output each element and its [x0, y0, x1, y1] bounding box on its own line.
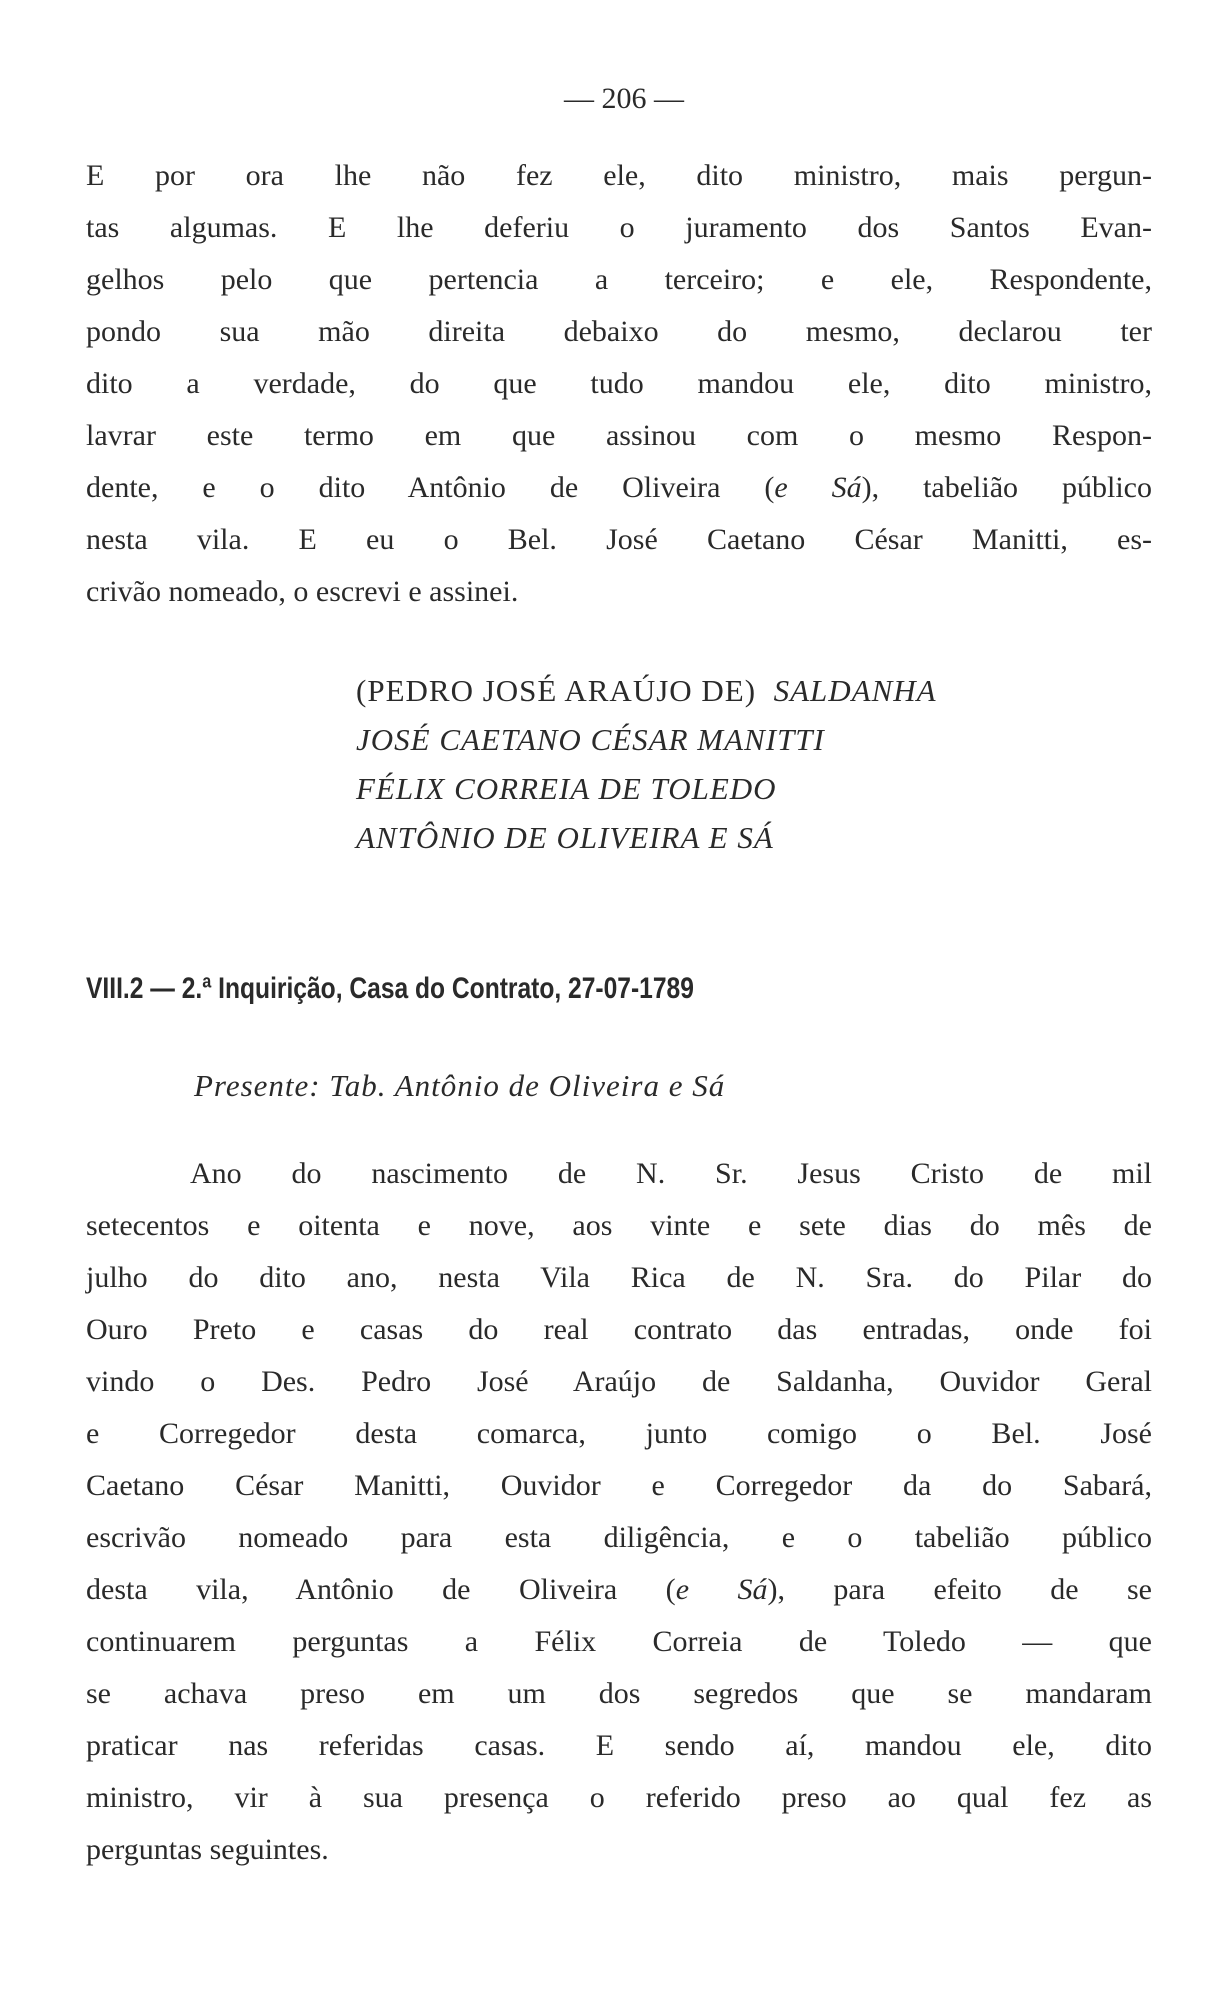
text-segment: vindo o Des. Pedro José Araújo de Saldanha, Ouvidor Geral: [86, 1365, 1152, 1398]
text-segment: E por ora lhe não fez ele, dito ministro, mais pergun-: [86, 159, 1152, 192]
text-segment: se achava preso em um dos segredos que se mandaram: [86, 1677, 1152, 1710]
page-number: — 206 —: [564, 82, 684, 115]
text-segment: ), tabelião público: [861, 471, 1152, 504]
text-line: [86, 1148, 1152, 1200]
text-line: [86, 1252, 1152, 1304]
signature-toledo: FÉLIX CORREIA DE TOLEDO: [356, 771, 777, 806]
text-line: [86, 462, 1152, 514]
text-segment: desta vila, Antônio de Oliveira (: [86, 1573, 676, 1606]
text-segment: Caetano César Manitti, Ouvidor e Corregedor da do Sabará,: [86, 1469, 1152, 1502]
text-line: [86, 1304, 1152, 1356]
text-line: [86, 1720, 1152, 1772]
section-heading: VIII.2 — 2.ª Inquirição, Casa do Contrato, 27-07-1789: [86, 972, 694, 1005]
text-line: [86, 1668, 1152, 1720]
signature-manitti: JOSÉ CAETANO CÉSAR MANITTI: [356, 722, 825, 757]
text-segment: pondo sua mão direita debaixo do mesmo, declarou ter: [86, 315, 1152, 348]
text-segment: e Corregedor desta comarca, junto comigo o Bel. José: [86, 1417, 1152, 1450]
text-line: [86, 202, 1152, 254]
paragraph-2: [86, 1148, 1152, 1876]
text-segment: e Sá: [675, 1573, 768, 1606]
signature-block: [356, 666, 937, 862]
text-line: [86, 254, 1152, 306]
text-segment: ), para efeito de se: [767, 1573, 1152, 1606]
text-segment: gelhos pelo que pertencia a terceiro; e ele, Respondente,: [86, 263, 1152, 296]
signature-oliveira: ANTÔNIO DE OLIVEIRA E SÁ: [356, 820, 774, 855]
text-line: [86, 1512, 1152, 1564]
text-segment: e Sá: [774, 471, 862, 504]
text-line: [86, 150, 1152, 202]
text-line: [86, 1356, 1152, 1408]
text-line: [86, 1824, 1152, 1876]
text-line: [86, 1200, 1152, 1252]
text-segment: continuarem perguntas a Félix Correia de Toledo — que: [86, 1625, 1152, 1658]
text-line: [86, 514, 1152, 566]
text-segment: Ouro Preto e casas do real contrato das entradas, onde foi: [86, 1313, 1152, 1346]
text-segment: Ano do nascimento de N. Sr. Jesus Cristo de mil: [190, 1157, 1152, 1190]
text-line: [86, 1772, 1152, 1824]
text-line: [86, 410, 1152, 462]
text-line: [86, 1408, 1152, 1460]
text-line: [86, 1564, 1152, 1616]
text-segment: perguntas seguintes.: [86, 1833, 329, 1866]
text-segment: ministro, vir à sua presença o referido preso ao qual fez as: [86, 1781, 1152, 1814]
text-line: [86, 1616, 1152, 1668]
text-segment: dito a verdade, do que tudo mandou ele, dito ministro,: [86, 367, 1152, 400]
text-segment: julho do dito ano, nesta Vila Rica de N. Sra. do Pilar do: [86, 1261, 1152, 1294]
text-line: [86, 358, 1152, 410]
text-line: [86, 566, 1152, 618]
signature-name: SALDANHA: [773, 673, 937, 708]
presente-line: Presente: Tab. Antônio de Oliveira e Sá: [194, 1068, 726, 1103]
text-segment: tas algumas. E lhe deferiu o juramento dos Santos Evan-: [86, 211, 1152, 244]
text-line: [86, 306, 1152, 358]
paragraph-1: [86, 150, 1152, 618]
text-segment: lavrar este termo em que assinou com o mesmo Respon-: [86, 419, 1152, 452]
text-segment: crivão nomeado, o escrevi e assinei.: [86, 575, 519, 608]
text-segment: dente, e o dito Antônio de Oliveira (: [86, 471, 775, 504]
signature-saldanha: [356, 666, 937, 715]
text-segment: escrivão nomeado para esta diligência, e o tabelião público: [86, 1521, 1152, 1554]
text-segment: praticar nas referidas casas. E sendo aí, mandou ele, dito: [86, 1729, 1152, 1762]
text-line: [86, 1460, 1152, 1512]
signature-prefix: (PEDRO JOSÉ ARAÚJO DE): [356, 673, 757, 708]
text-segment: nesta vila. E eu o Bel. José Caetano César Manitti, es-: [86, 523, 1152, 556]
text-segment: setecentos e oitenta e nove, aos vinte e sete dias do mês de: [86, 1209, 1152, 1242]
